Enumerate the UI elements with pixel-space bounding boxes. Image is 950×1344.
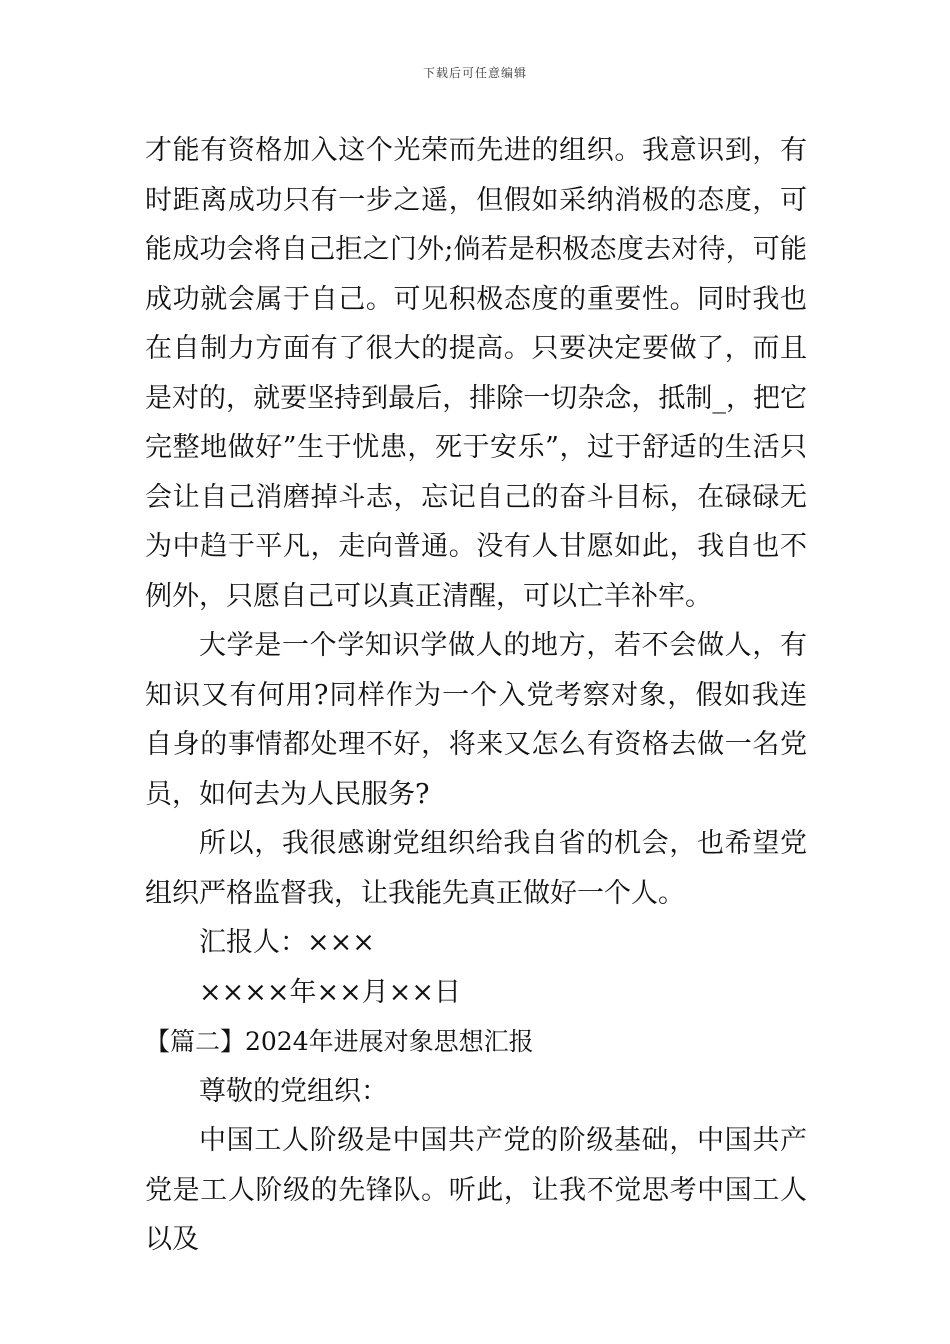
document-body: [145, 126, 807, 1265]
paragraph-last: 中国工人阶级是中国共产党的阶级基础，中国共产党是工人阶级的先锋队。听此，让我不觉思考中国工人以及: [145, 1125, 807, 1255]
paragraph-3: 所以，我很感谢党组织给我自省的机会，也希望党组织严格监督我，让我能先真正做好一个人。: [145, 828, 807, 909]
paragraph-2: 大学是一个学知识学做人的地方，若不会做人，有知识又有何用?同样作为一个入党考察对象，假如我连自身的事情都处理不好，将来又怎么有资格去做一名党员，如何去为人民服务?: [145, 630, 807, 810]
section-heading: 【篇二】2024年进展对象思想汇报: [145, 1027, 534, 1056]
reporter-line: 汇报人：×××: [199, 927, 375, 958]
salutation: 尊敬的党组织：: [199, 1075, 388, 1107]
paragraph-1: 才能有资格加入这个光荣而先进的组织。我意识到，有时距离成功只有一步之遥，但假如采纳消极的态度，可能成功会将自己拒之门外;倘若是积极态度去对待，可能成功就会属于自己。可见积极态度的重要性。同时我也在自制力方面有了很大的提高。只要决定要做了，而且是对的，就要坚持到最后，排除一切杂念，抵制_，把它完整地做好”生于忧患，死于安乐”，过于舒适的生活只会让自己消磨掉斗志，忘记自己的奋斗目标，在碌碌无为中趋于平凡，走向普通。没有人甘愿如此，我自也不例外，只愿自己可以真正清醒，可以亡羊补牢。: [145, 135, 807, 612]
date-line: ××××年××月××日: [199, 976, 461, 1008]
page-header: 下载后可任意编辑: [422, 66, 527, 80]
